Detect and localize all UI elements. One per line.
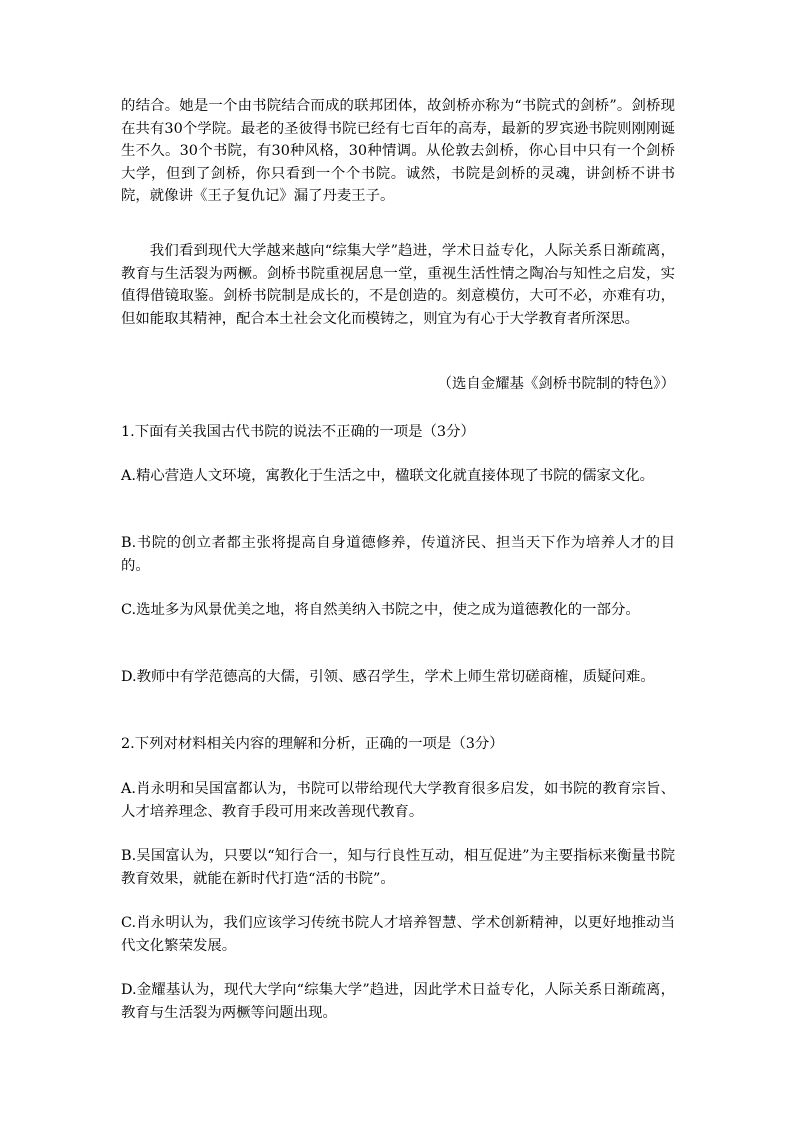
question-1-stem: 1.下面有关我国古代书院的说法不正确的一项是（3分） xyxy=(121,424,475,440)
question-1-option-d: D.教师中有学范德高的大儒，引领、感召学生，学术上师生常切磋商榷，质疑问难。 xyxy=(121,669,655,685)
passage-paragraph-2: 我们看到现代大学越来越向“综集大学”趋进，学术日益专化，人际关系日渐疏离，教育与生活裂为两橛。剑桥书院重视居息一堂，重视生活性情之陶冶与知性之启发，实值得借镜取鉴。剑桥书院制是成长的，不是创造的。刻意模仿，大可不必，亦难有功，但如能取其精神，配合本土社会文化而模铸之，则宜为有心于大学教育者所深思。 xyxy=(121,243,675,327)
question-1-option-b: B.书院的创立者都主张将提高自身道德修养，传道济民、担当天下作为培养人才的目的。 xyxy=(121,535,675,574)
question-1-option-a: A.精心营造人文环境，寓教化于生活之中，楹联文化就直接体现了书院的儒家文化。 xyxy=(121,468,655,484)
question-2-option-a: A.肖永明和吴国富都认为，书院可以带给现代大学教育很多启发，如书院的教育宗旨、人才培养理念、教育手段可用来改善现代教育。 xyxy=(121,781,675,820)
passage-source: （选自金耀基《剑桥书院制的特色》） xyxy=(437,376,675,392)
question-2-option-c: C.肖永明认为，我们应该学习传统书院人才培养智慧、学术创新精神，以更好地推动当代文化繁荣发展。 xyxy=(121,915,675,954)
question-2-stem: 2.下列对材料相关内容的理解和分析，正确的一项是（3分） xyxy=(121,736,504,752)
question-2-option-d: D.金耀基认为，现代大学向“综集大学”趋进，因此学术日益专化，人际关系日渐疏离，教育与生活裂为两橛等问题出现。 xyxy=(121,982,675,1021)
question-1-option-c: C.选址多为风景优美之地，将自然美纳入书院之中，使之成为道德教化的一部分。 xyxy=(121,602,640,618)
passage-paragraph-1: 的结合。她是一个由书院结合而成的联邦团体，故剑桥亦称为“书院式的剑桥”。剑桥现在共有30个学院。最老的圣彼得书院已经有七百年的高寿，最新的罗宾逊书院则刚刚诞生不久。30个书院，有30种风格，30种情调。从伦敦去剑桥，你心目中只有一个剑桥大学，但到了剑桥，你只看到一个个书院。诚然，书院是剑桥的灵魂，讲剑桥不讲书院，就像讲《王子复仇记》漏了丹麦王子。 xyxy=(121,98,675,204)
question-2-option-b: B.吴国富认为，只要以“知行合一，知与行良性互动，相互促进”为主要指标来衡量书院教育效果，就能在新时代打造“活的书院”。 xyxy=(121,848,675,887)
